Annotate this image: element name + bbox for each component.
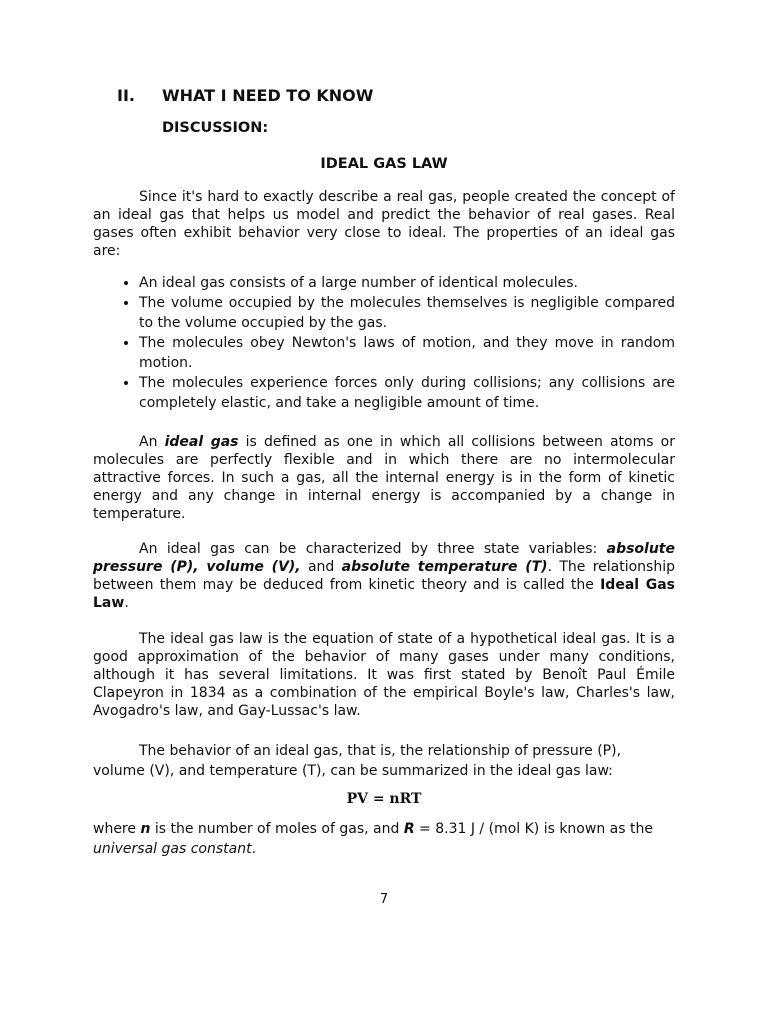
ideal-gas-term: ideal gas xyxy=(164,434,239,450)
list-item: • An ideal gas consists of a large number of identical molecules. xyxy=(139,273,675,293)
properties-block xyxy=(93,273,675,413)
gas-constant-term: universal gas constant xyxy=(93,841,252,857)
text-run: . The relationship between them may be deduced from kinetic theory and is called the xyxy=(93,559,675,593)
ideal-gas-definition-block xyxy=(93,433,675,523)
list-item: • The molecules experience forces only during collisions; any collisions are completely elastic, and take a negligible amount of time. xyxy=(139,373,675,413)
topic-title: IDEAL GAS LAW xyxy=(320,156,448,172)
text-run: where xyxy=(93,821,141,837)
text-run: An xyxy=(139,434,165,450)
section-heading xyxy=(117,86,373,105)
text-run: = 8.31 J / (mol K) is known as the xyxy=(414,821,653,837)
definition-paragraph xyxy=(93,433,675,523)
state-variables-block xyxy=(93,540,675,612)
summary-paragraph: The behavior of an ideal gas, that is, the relationship of pressure (P), volume (V), and temperature (T), can be summarized in the ideal gas law: xyxy=(93,743,622,779)
text-run: and xyxy=(300,559,342,575)
section-title: WHAT I NEED TO KNOW xyxy=(162,86,374,105)
intro-block xyxy=(93,188,675,260)
text-run: . xyxy=(251,841,257,857)
list-item: • The molecules obey Newton's laws of motion, and they move in random motion. xyxy=(139,333,675,373)
text-run: An ideal gas can be characterized by three state variables: xyxy=(139,541,607,557)
intro-paragraph: Since it's hard to exactly describe a real gas, people created the concept of an ideal gas that helps us model and predict the behavior of real gases. Real gases often exhibit behavior very close to ideal. The properties of an ideal gas are: xyxy=(93,189,675,259)
n-variable: n xyxy=(140,821,151,837)
text-run: . xyxy=(124,595,129,611)
properties-list xyxy=(93,273,675,413)
history-block xyxy=(93,630,675,720)
text-run: is defined as one in which all collisions between atoms or molecules are perfectly flexible and in which there are no intermolecular attractive forces. In such a gas, all the internal energy is in the form of kinetic energy and any change in internal energy is accompanied by a change in temperature. xyxy=(93,434,675,522)
history-paragraph: The ideal gas law is the equation of state of a hypothetical ideal gas. It is a good approximation of the behavior of many gases under many conditions, although it has several limitations. It was first stated by Benoît Paul Émile Clapeyron in 1834 as a combination of the empirical Boyle's law, Charles's law, Avogadro's law, and Gay-Lussac's law. xyxy=(93,631,675,719)
state-vars-term-2: absolute temperature (T) xyxy=(341,559,548,575)
list-item: • The volume occupied by the molecules themselves is negligible compared to the volume occupied by the gas. xyxy=(139,293,675,333)
state-variables-paragraph xyxy=(93,540,675,612)
page-number: 7 xyxy=(379,892,389,907)
ideal-gas-equation: PV = nRT xyxy=(346,791,422,807)
variables-block xyxy=(93,819,675,859)
summary-block xyxy=(93,741,675,781)
discussion-label: DISCUSSION: xyxy=(162,120,269,136)
state-vars-term-1: absolute pressure (P), volume (V), xyxy=(93,541,675,575)
ideal-gas-law-term: Ideal Gas Law xyxy=(93,577,675,611)
r-variable: R xyxy=(403,821,415,837)
variables-paragraph xyxy=(93,819,675,859)
text-run: is the number of moles of gas, and xyxy=(150,821,404,837)
section-number: II. xyxy=(117,86,135,105)
